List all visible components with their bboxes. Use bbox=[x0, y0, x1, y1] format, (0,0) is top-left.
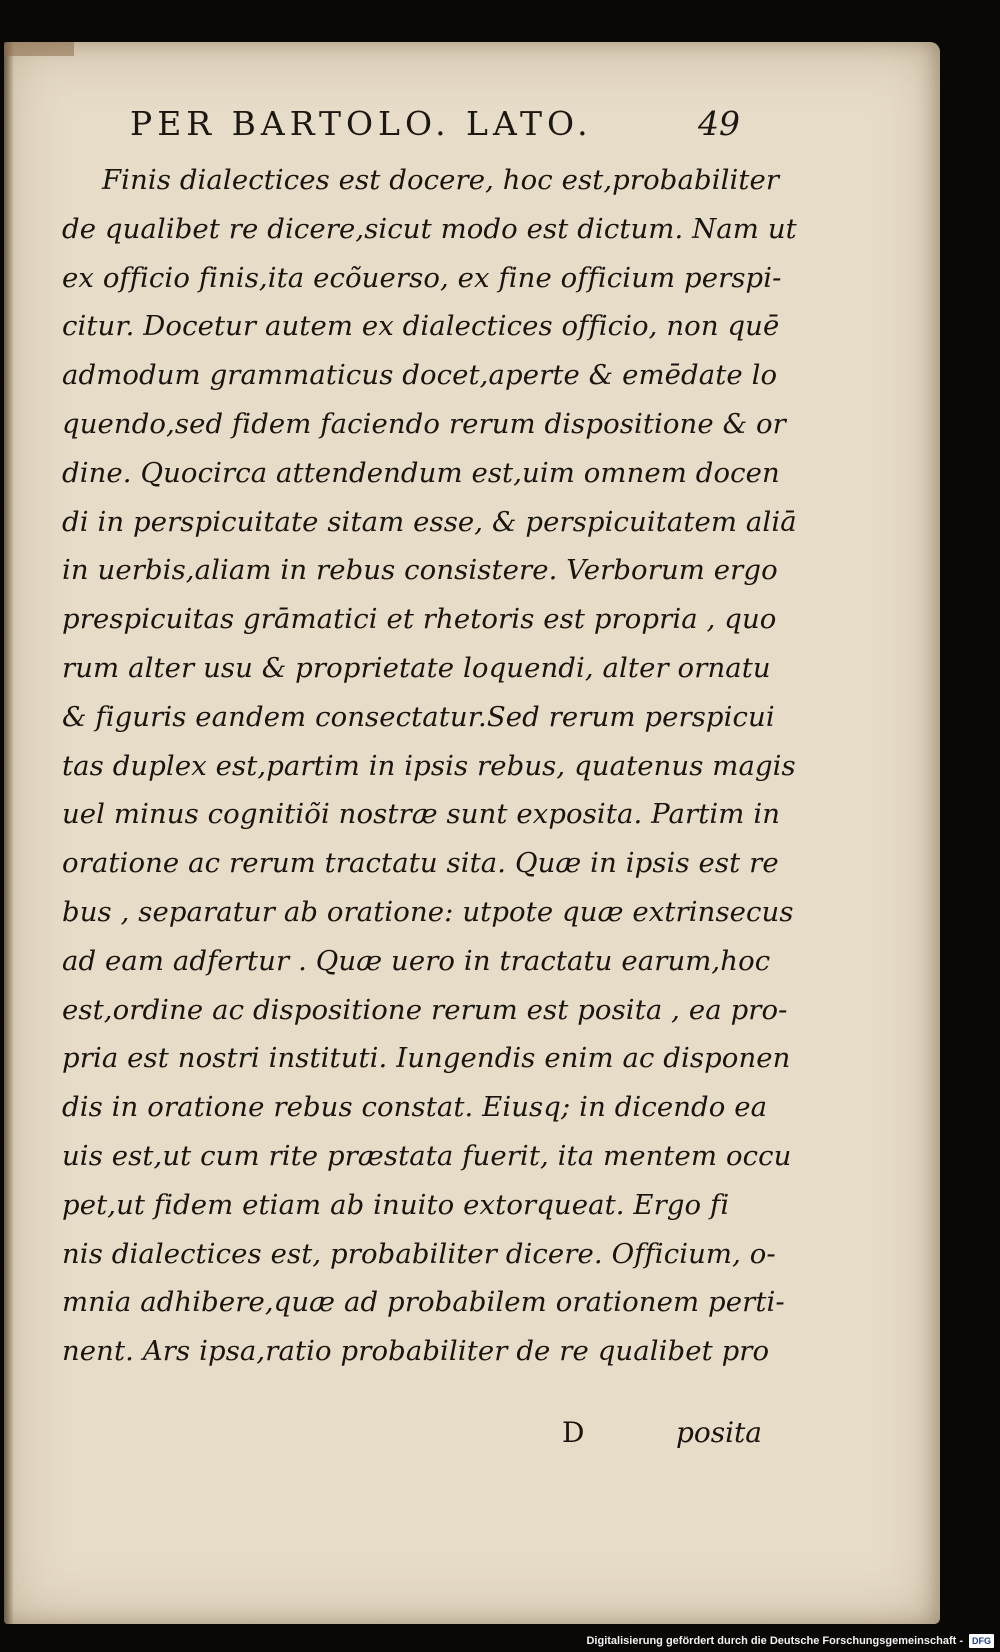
text-line: citur. Docetur autem ex dialectices officio, non quē bbox=[62, 310, 780, 343]
text-line: oratione ac rerum tractatu sita. Quæ in ipsis est re bbox=[62, 847, 779, 880]
page-edge-shadow bbox=[4, 42, 14, 1624]
signature-mark: D bbox=[562, 1416, 585, 1449]
text-line: uis est,ut cum rite præstata fuerit, ita mentem occu bbox=[62, 1139, 792, 1172]
text-line: tas duplex est,partim in ipsis rebus, quatenus magis bbox=[62, 749, 796, 782]
text-line: prespicuitas grāmatici et rhetoris est propria , quo bbox=[62, 603, 777, 636]
text-line: dis in oratione rebus constat. Eiusq; in dicendo ea bbox=[62, 1091, 768, 1124]
body-text bbox=[62, 156, 797, 1376]
text-line: ad eam adfertur . Quæ uero in tractatu earum,hoc bbox=[62, 944, 771, 977]
running-head bbox=[130, 104, 740, 148]
text-line: pria est nostri instituti. Iungendis enim ac disponen bbox=[62, 1042, 791, 1075]
page-footer-catchwords bbox=[562, 1416, 762, 1460]
running-title: PER BARTOLO. LATO. bbox=[130, 104, 593, 143]
text-line: nent. Ars ipsa,ratio probabiliter de re qualibet pro bbox=[62, 1335, 770, 1368]
digitization-credit: Digitalisierung gefördert durch die Deutsche Forschungsgemeinschaft - bbox=[586, 1635, 963, 1647]
text-line: nis dialectices est, probabiliter dicere. Officium, o- bbox=[62, 1237, 776, 1270]
text-line: admodum grammaticus docet,aperte & emēdate lo bbox=[62, 359, 778, 392]
text-line: uel minus cognitiõi nostræ sunt exposita. Partim in bbox=[62, 798, 781, 831]
text-line: rum alter usu & proprietate loquendi, alter ornatu bbox=[62, 651, 771, 684]
text-line: di in perspicuitate sitam esse, & perspicuitatem aliā bbox=[62, 505, 797, 538]
dfg-logo: DFG bbox=[969, 1634, 994, 1648]
text-line: de qualibet re dicere,sicut modo est dictum. Nam ut bbox=[62, 212, 797, 245]
text-line: bus , separatur ab oratione: utpote quæ extrinsecus bbox=[62, 895, 794, 928]
text-line: est,ordine ac dispositione rerum est posita , ea pro- bbox=[62, 993, 788, 1026]
text-line: pet,ut fidem etiam ab inuito extorqueat. Ergo fi bbox=[62, 1188, 730, 1221]
text-line: & figuris eandem consectatur.Sed rerum perspicui bbox=[62, 700, 775, 733]
catchword: posita bbox=[675, 1416, 762, 1449]
text-line: Finis dialectices est docere, hoc est,probabiliter bbox=[102, 164, 780, 196]
text-line: quendo,sed fidem faciendo rerum dispositione & or bbox=[62, 407, 786, 440]
digitization-credit-bar bbox=[576, 1630, 1000, 1652]
page-stain bbox=[4, 42, 74, 56]
text-line: ex officio finis,ita ecõuerso, ex fine officium perspi- bbox=[62, 261, 782, 294]
text-line: dine. Quocirca attendendum est,uim omnem docen bbox=[62, 456, 780, 489]
page-number: 49 bbox=[698, 104, 740, 143]
text-line: in uerbis,aliam in rebus consistere. Verborum ergo bbox=[62, 554, 778, 587]
text-line: mnia adhibere,quæ ad probabilem orationem perti- bbox=[62, 1286, 785, 1319]
